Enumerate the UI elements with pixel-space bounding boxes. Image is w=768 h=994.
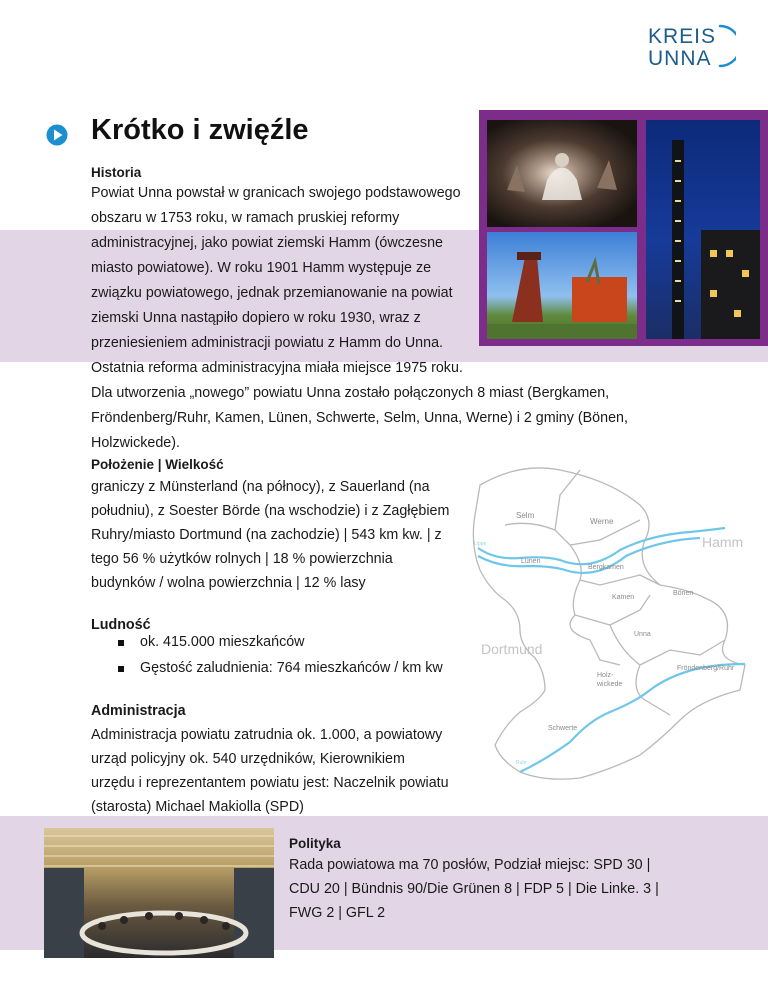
square-bullet-icon — [118, 640, 124, 646]
historia-line: Fröndenberg/Ruhr, Kamen, Lünen, Schwerte, Selm, Unna, Werne) i 2 gminy (Bönen, — [91, 410, 628, 426]
polozenie-line: południu), z Soester Börde (na wschodzie) i z Zagłębiem — [91, 503, 450, 519]
map-label-bergkamen: Bergkamen — [588, 564, 624, 571]
historia-line: Dla utworzenia „nowego” powiatu Unna zostało połączonych 8 miast (Bergkamen, — [91, 385, 610, 401]
ludnosc-heading: Ludność — [91, 617, 151, 633]
map-label-selm: Selm — [516, 511, 535, 520]
map-label-boenen: Bönen — [673, 590, 694, 597]
polozenie-line: budynków / wolna powierzchnia | 12 % lasy — [91, 575, 366, 591]
polozenie-heading: Położenie | Wielkość — [91, 457, 224, 472]
historia-line: Powiat Unna powstał w granicach swojego podstawowego — [91, 185, 461, 201]
polityka-line: Rada powiatowa ma 70 posłów, Podział miejsc: SPD 30 | — [289, 857, 651, 873]
historia-heading: Historia — [91, 165, 142, 180]
map-label-dortmund: Dortmund — [481, 641, 543, 657]
historia-line: miasto powiatowe). W roku 1901 Hamm występuje ze — [91, 260, 432, 276]
map-label-ruhr: Ruhr — [516, 760, 527, 766]
map-label-holz2: wickede — [597, 681, 623, 688]
historia-line: Ostatnia reforma administracyjna miała miejsce 1975 roku. — [91, 360, 463, 376]
district-map — [440, 460, 768, 790]
administracja-line: Administracja powiatu zatrudnia ok. 1.000, a powiatowy — [91, 727, 443, 743]
polozenie-line: tego 56 % użytków rolnych | 18 % powierzchnia — [91, 551, 393, 567]
map-label-lippe: Lippe — [474, 541, 487, 547]
map-label-unna: Unna — [634, 631, 651, 638]
administracja-heading: Administracja — [91, 703, 186, 719]
photo-collage — [479, 110, 768, 346]
polityka-line: FWG 2 | GFL 2 — [289, 905, 386, 921]
mine-tower-photo — [487, 232, 637, 339]
map-label-holz1: Holz- — [597, 672, 614, 679]
play-circle-icon — [46, 124, 68, 146]
logo-line2: UNNA — [648, 47, 712, 70]
map-label-schwerte: Schwerte — [548, 725, 578, 732]
logo-arc-icon — [706, 22, 736, 72]
tower-night-photo — [646, 120, 760, 339]
map-label-werne: Werne — [590, 517, 614, 526]
ludnosc-item: ok. 415.000 mieszkańców — [140, 634, 305, 650]
historia-line: przeniesieniem administracji powiatu z Hamm do Unna. — [91, 335, 444, 351]
map-label-kamen: Kamen — [612, 594, 635, 601]
administracja-line: (starosta) Michael Makiolla (SPD) — [91, 799, 304, 815]
historia-line: administracyjnej, jako powiat ziemski Hamm (ówczesne — [91, 235, 443, 251]
administracja-line: urząd policyjny ok. 540 urzędników, Kierownikiem — [91, 751, 405, 767]
kreis-unna-logo — [648, 26, 732, 76]
map-label-luenen: Lünen — [521, 558, 541, 565]
page-title: Krótko i zwięźle — [91, 114, 309, 146]
ludnosc-item: Gęstość zaludnienia: 764 mieszkańców / km kw — [140, 660, 443, 676]
administracja-line: urzędu i reprezentantem powiatu jest: Naczelnik powiatu — [91, 775, 449, 791]
map-label-froendenberg: Fröndenberg/Ruhr — [677, 665, 735, 672]
historia-line: związku powiatowego, jednak przemianowanie na powiat — [91, 285, 453, 301]
map-label-hamm: Hamm — [702, 534, 744, 550]
council-chamber-photo — [44, 828, 274, 958]
polityka-line: CDU 20 | Bündnis 90/Die Grünen 8 | FDP 5 | Die Linke. 3 | — [289, 881, 659, 897]
logo-line1: KREIS — [648, 25, 717, 48]
square-bullet-icon — [118, 666, 124, 672]
historia-line: Holzwickede). — [91, 435, 180, 451]
polozenie-line: graniczy z Münsterland (na północy), z Sauerland (na — [91, 479, 430, 495]
polityka-heading: Polityka — [289, 836, 341, 851]
polozenie-line: Ruhry/miasto Dortmund (na zachodzie) | 543 km kw. | z — [91, 527, 442, 543]
sculpture-photo — [487, 120, 637, 227]
historia-line: obszaru w 1753 roku, w ramach pruskiej reformy — [91, 210, 400, 226]
historia-line: ziemski Unna nastąpiło dopiero w roku 1930, wraz z — [91, 310, 421, 326]
